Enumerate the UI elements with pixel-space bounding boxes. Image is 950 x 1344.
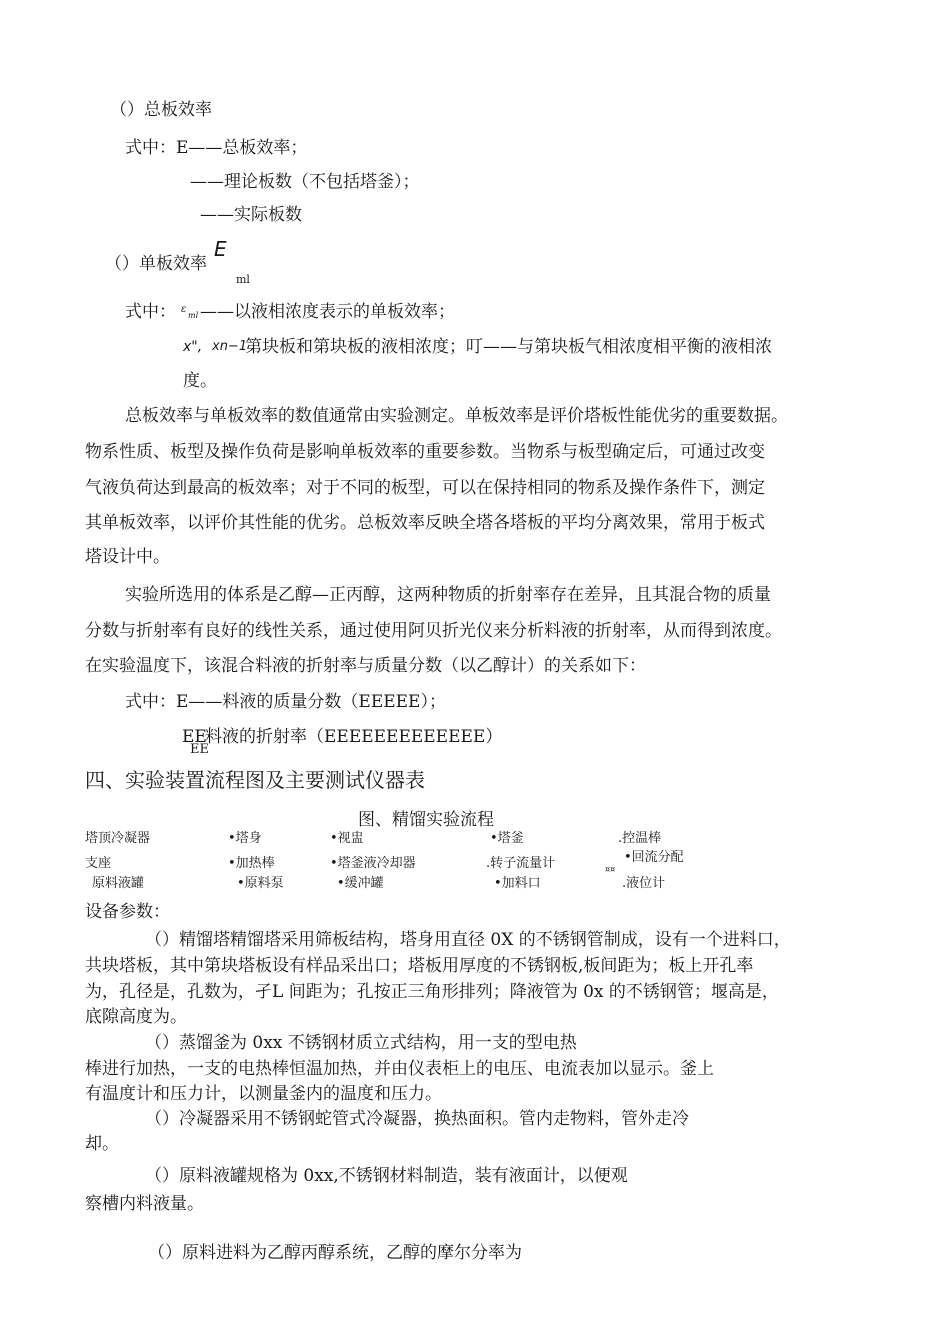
total-efficiency-def-e: 式中：E——总板效率； (125, 138, 308, 158)
liquid-conc-symbol-prev: xn−1 (212, 339, 248, 354)
single-efficiency-subscript: ml (236, 273, 250, 286)
equipment-line: （）原料液罐规格为 0xx,不锈钢材料制造，装有液面计，以便观 (145, 1166, 628, 1186)
single-efficiency-def-text: ——以液相浓度表示的单板效率； (200, 302, 455, 322)
legend-item: •塔身 (228, 831, 262, 846)
equipment-line: （）原料进料为乙醇丙醇系统，乙醇的摩尔分率为 (148, 1243, 522, 1263)
equipment-label: 设备参数： (85, 902, 170, 922)
figure-caption: 图、精馏实验流程 (358, 810, 494, 830)
refractive-index-symbol: EE (182, 727, 207, 747)
paragraph-line: 总板效率与单板效率的数值通常由实验测定。单板效率是评价塔板性能优劣的重要数据。 (125, 406, 788, 426)
equipment-line: （）蒸馏釜为 0xx 不锈钢材质立式结构，用一支的型电热 (145, 1033, 577, 1053)
equipment-line: 有温度计和压力计，以测量釜内的温度和压力。 (85, 1084, 442, 1104)
paragraph-line: 分数与折射率有良好的线性关系，通过使用阿贝折光仪来分析料液的折射率，从而得到浓度。 (85, 621, 782, 641)
single-efficiency-heading: （）单板效率 (105, 254, 207, 274)
liquid-conc-def-cont: 度。 (183, 371, 217, 391)
legend-item: .转子流量计 (486, 856, 556, 871)
mass-fraction-def: 式中：E——料液的质量分数（EEEEE）； (125, 692, 446, 712)
legend-item: 塔顶冷凝器 (85, 831, 151, 846)
legend-item: •缓冲罐 (337, 876, 384, 891)
paragraph-line: 气液负荷达到最高的板效率；对于不同的板型，可以在保持相同的物系及操作条件下，测定 (85, 478, 765, 498)
paragraph-line: 塔设计中。 (85, 547, 170, 567)
equipment-line: 却。 (85, 1134, 119, 1154)
single-efficiency-def-symbol: ε (181, 304, 187, 315)
legend-item: 支座 (85, 856, 112, 871)
single-efficiency-symbol: E (214, 237, 227, 261)
refractive-index-subscript: EE (190, 742, 209, 757)
equipment-line: （）精馏塔精馏塔采用筛板结构，塔身用直径 0X 的不锈钢管制成，设有一个进料口， (145, 930, 791, 950)
legend-mark: ¤¤ (605, 865, 616, 874)
total-efficiency-def-actual: ——实际板数 (200, 205, 302, 225)
equipment-line: 底隙高度为。 (85, 1007, 187, 1027)
paragraph-line: 在实验温度下，该混合料液的折射率与质量分数（以乙醇计）的关系如下： (85, 656, 646, 676)
legend-item: •视盅 (330, 831, 364, 846)
legend-item: •加热棒 (228, 856, 275, 871)
single-efficiency-def-prefix: 式中： (125, 302, 176, 322)
legend-item: 原料液罐 (92, 876, 145, 891)
legend-item: •回流分配 (624, 850, 684, 865)
equipment-line: 察槽内料液量。 (85, 1194, 204, 1214)
equipment-line: 为，孔径是，孔数为，孑L 间距为；孔按正三角形排列；降液管为 0x 的不锈钢管；堰高是， (85, 982, 779, 1002)
liquid-conc-def: 第块板和第块板的液相浓度；叮——与第块板气相浓度相平衡的液相浓 (245, 337, 772, 357)
legend-item: •塔釜 (490, 831, 524, 846)
total-efficiency-def-theoretical: ——理论板数（不包括塔釜）； (190, 172, 420, 192)
paragraph-line: 实验所选用的体系是乙醇—正丙醇，这两种物质的折射率存在差异，且其混合物的质量 (125, 585, 771, 605)
refractive-index-def: 料液的折射率（EEEEEEEEEEEEE） (205, 727, 503, 747)
liquid-conc-symbol: x", (183, 339, 203, 355)
single-efficiency-def-subscript: ml (188, 311, 199, 320)
equipment-line: 棒进行加热，一支的电热棒恒温加热，并由仪表柜上的电压、电流表加以显示。釜上 (85, 1059, 714, 1079)
equipment-line: （）冷凝器采用不锈钢蛇管式冷凝器，换热面积。管内走物料，管外走冷 (145, 1109, 689, 1129)
paragraph-line: 物系性质、板型及操作负荷是影响单板效率的重要参数。当物系与板型确定后，可通过改变 (85, 442, 765, 462)
equipment-line: 共块塔板，其中第块塔板设有样品采出口；塔板用厚度的不锈钢板,板间距为；板上开孔率 (85, 956, 754, 976)
section-heading: 四、实验装置流程图及主要测试仪器表 (85, 768, 425, 792)
total-efficiency-heading: （）总板效率 (110, 100, 212, 120)
legend-item: •塔釜液冷却器 (330, 856, 416, 871)
paragraph-line: 其单板效率，以评价其性能的优劣。总板效率反映全塔各塔板的平均分离效果，常用于板式 (85, 513, 765, 533)
legend-item: •原料泵 (237, 876, 284, 891)
legend-item: •加料口 (494, 876, 541, 891)
legend-item: .控温棒 (618, 831, 662, 846)
legend-item: .液位计 (622, 876, 666, 891)
